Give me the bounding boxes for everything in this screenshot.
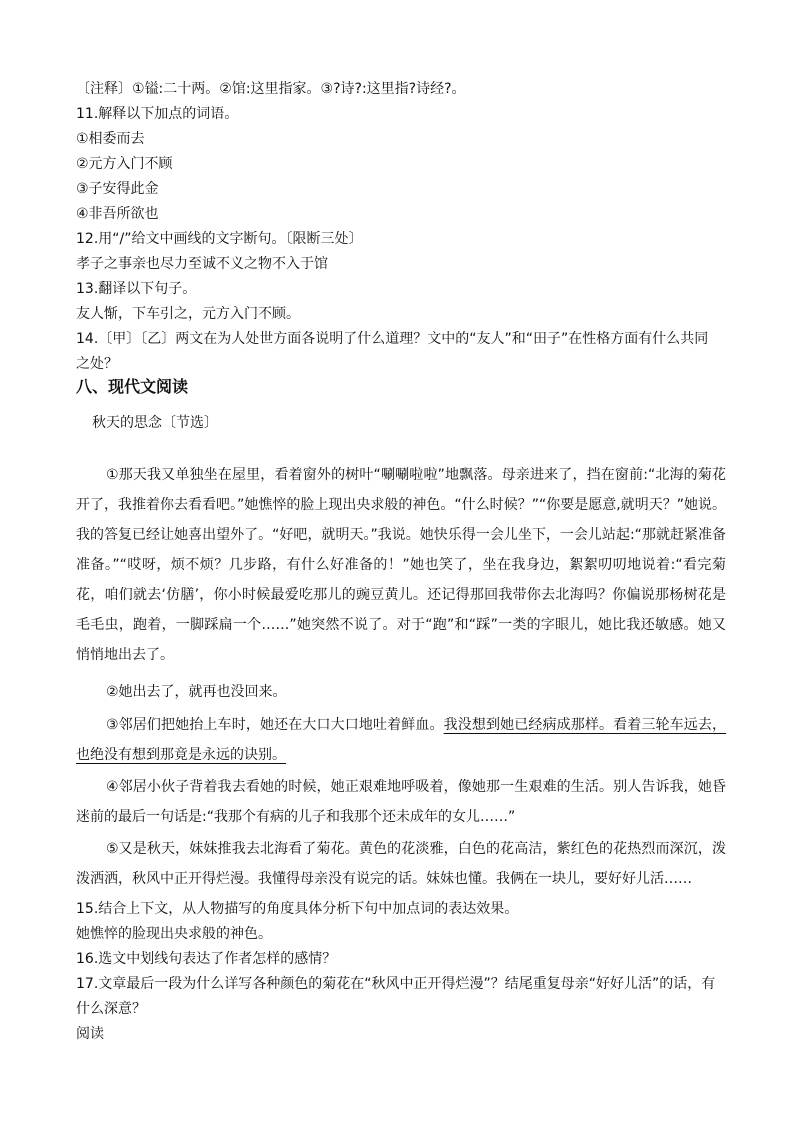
essay-paragraph-5: ⑤又是秋天，妹妹推我去北海看了菊花。黄色的花淡雅，白色的花高洁，紫红色的花热烈而深沉，泼泼洒洒，秋风中正开得烂漫。我懂得母亲没有说完的话。妹妹也懂。我俩在一块儿，要好好儿活…… — [76, 841, 726, 887]
paragraph-3-text: ③邻居们把她抬上车时，她还在大口大口地吐着鲜血。 — [106, 717, 444, 733]
question-15: 15.结合上下文，从人物描写的角度具体分析下句中加点词的表达效果。 — [76, 901, 519, 917]
essay-paragraph-4: ④邻居小伙子背着我去看她的时候，她正艰难地呼吸着，像她那一生艰难的生活。别人告诉我，她昏迷前的最后一句话是:“我那个有病的儿子和我那个还未成年的女儿……” — [76, 779, 726, 825]
essay-title: 秋天的思念〔节选〕 — [92, 415, 218, 431]
question-11: 11.解释以下加点的词语。 — [76, 106, 239, 122]
question-11-item-2: ②元方入门不顾 — [76, 156, 173, 172]
essay-paragraph-3 — [76, 710, 726, 770]
question-11-item-4: ④非吾所欲也 — [76, 206, 159, 222]
question-14-line-1: 14.〔甲〕〔乙〕两文在为人处世方面各说明了什么道理？文中的“友人”和“田子”在性格方面有什么共同 — [76, 331, 709, 347]
annotation-note: 〔注释〕①镒:二十两。②馆:这里指家。③?诗?:这里指?诗经?。 — [76, 81, 466, 97]
essay-paragraph-2: ②她出去了，就再也没回来。 — [106, 684, 287, 700]
question-11-item-1: ①相委而去 — [76, 131, 145, 147]
question-15-text: 她憔悴的脸现出央求般的神色。 — [76, 926, 272, 942]
question-12: 12.用“/”给文中画线的文字断句。〔限断三处〕 — [76, 231, 363, 247]
question-13: 13.翻译以下句子。 — [76, 281, 197, 297]
question-17-line-1: 17.文章最后一段为什么详写各种颜色的菊花在“秋风中正开得烂漫”？结尾重复母亲“好好儿活”的话，有 — [76, 976, 716, 992]
question-12-text: 孝子之事亲也尽力至诚不义之物不入于馆 — [76, 256, 328, 272]
question-11-item-3: ③子安得此金 — [76, 181, 159, 197]
essay-paragraph-1: ①那天我又单独坐在屋里，看着窗外的树叶“唰唰啦啦”地飘落。母亲进来了，挡在窗前:“北海的菊花开了，我推着你去看看吧。”她憔悴的脸上现出央求般的神色。“什么时候？”“你要是愿意,就明天？”她说。我的答复已经让她喜出望外了。“好吧，就明天。”我说。她快乐得一会儿坐下，一会儿站起:“那就赶紧准备准备。”“哎呀，烦不烦？几步路，有什么好准备的！”她也笑了，坐在我身边，絮絮叨叨地说着:“看完菊花，咱们就去‘仿膳’，你小时候最爱吃那儿的豌豆黄儿。还记得那回我带你去北海吗？你偏说那杨树花是毛毛虫，跑着，一脚踩扁一个……”她突然不说了。对于“跑”和“踩”一类的字眼儿，她比我还敏感。她又悄悄地出去了。 — [76, 467, 726, 663]
question-13-text: 友人惭，下车引之，元方入门不顾。 — [76, 306, 300, 322]
question-17-line-2: 什么深意？ — [76, 1001, 146, 1017]
question-14-line-2: 之处？ — [76, 356, 118, 372]
question-16: 16.选文中划线句表达了作者怎样的感情？ — [76, 951, 337, 967]
reading-label: 阅读 — [76, 1026, 104, 1042]
section-title: 八、现代文阅读 — [76, 377, 189, 396]
underlined-sentence: 我没想到她已经病成那样。看着三轮车远去，也绝没有想到那竟是永远的诀别。 — [76, 717, 726, 763]
